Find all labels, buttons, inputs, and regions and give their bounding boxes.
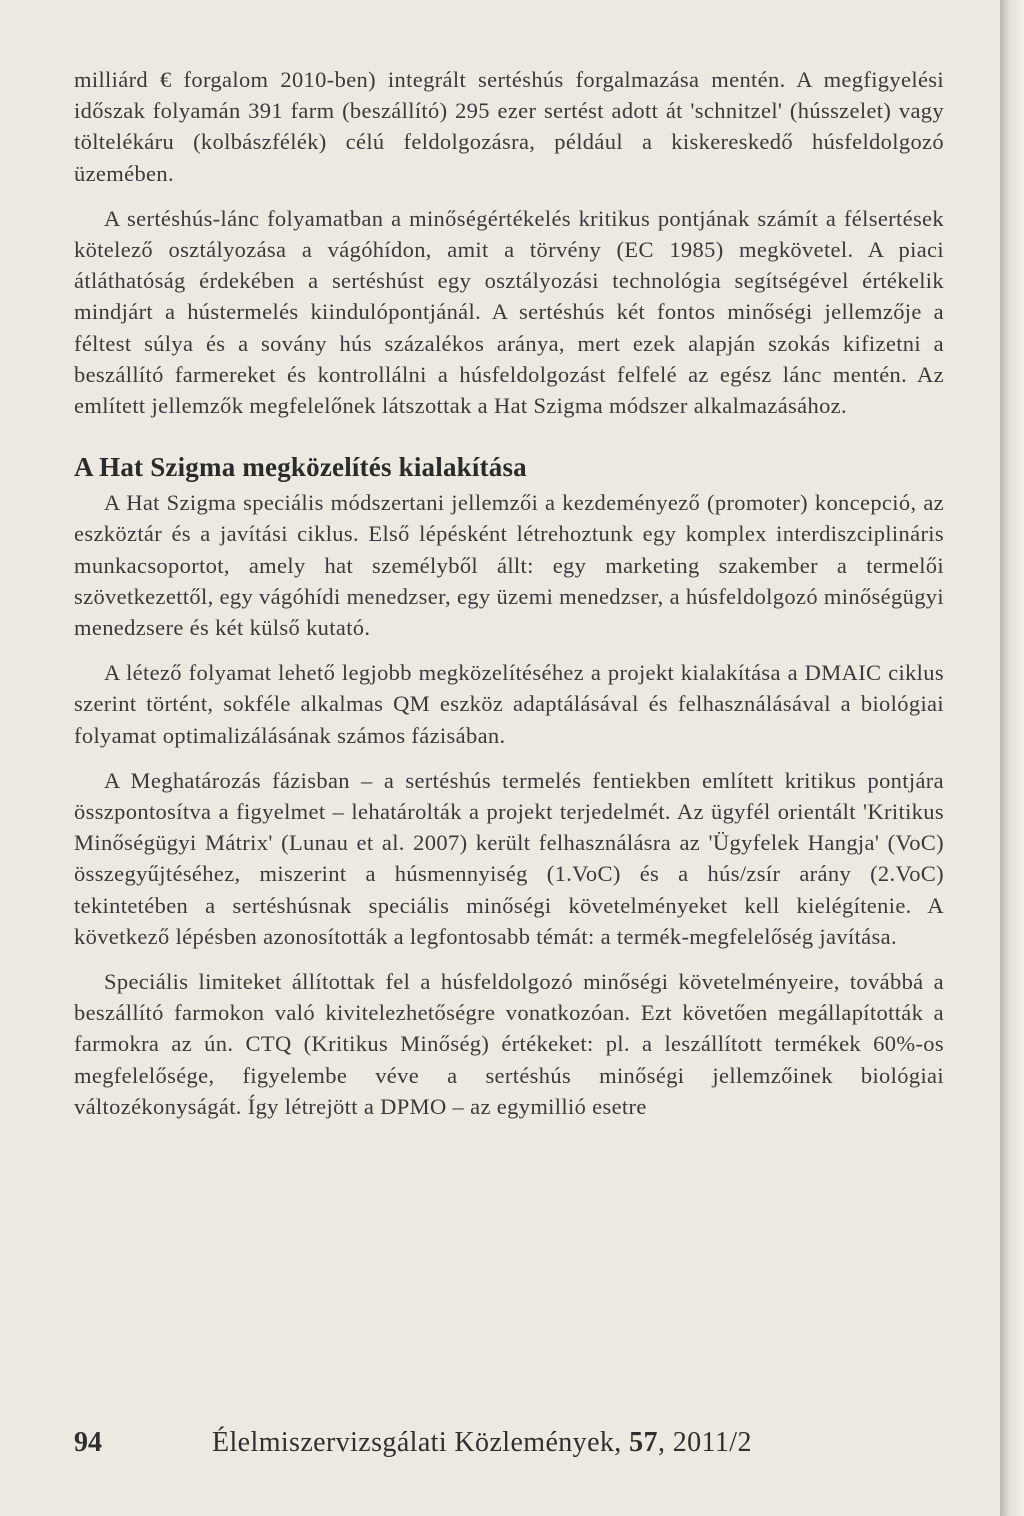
paragraph-5: A Meghatározás fázisban – a sertéshús termelés fentiekben említett kritikus pontjára összpontosítva a figyelmet – lehatárolták a projekt terjedelmét. Az ügyfél orientált 'Kritikus Minőségügyi Mátrix' (Lunau et al. 2007) került felhasználásra az 'Ügyfelek Hangja' (VoC) összegyűjtéséhez, miszerint a húsmennyiség (1.VoC) és a hús/zsír arány (2.VoC) tekintetében a sertéshúsnak speciális minőségi követelményeket kell kielégítenie. A következő lépésben azonosították a legfontosabb témát: a termék-megfelelőség javítása. (74, 767, 944, 949)
journal-name: Élelmiszervizsgálati Közlemények, (212, 1427, 630, 1458)
page-footer (74, 1427, 944, 1467)
journal-volume: 57 (629, 1427, 658, 1458)
section-heading: A Hat Szigma megközelítés kialakítása (74, 452, 527, 483)
page-number: 94 (74, 1427, 102, 1458)
journal-issue: , 2011/2 (657, 1427, 752, 1458)
journal-citation (212, 1427, 752, 1459)
page-edge (1000, 0, 1024, 1516)
paragraph-1: milliárd € forgalom 2010-ben) integrált sertéshús forgalmazása mentén. A megfigyelési időszak folyamán 391 farm (beszállító) 295 ezer sertést adott át 'schnitzel' (hússzelet) vagy töltelékáru (kolbászfélék) célú feldolgozásra, például a kiskereskedő húsfeldolgozó üzemében. (74, 67, 944, 186)
paragraph-4: A létező folyamat lehető legjobb megközelítéséhez a projekt kialakítása a DMAIC ciklus szerint történt, sokféle alkalmas QM eszköz adaptálásával és felhasználásával a biológiai folyamat optimalizálásának számos fázisában. (74, 660, 944, 748)
paragraph-3: A Hat Szigma speciális módszertani jellemzői a kezdeményező (promoter) koncepció, az eszköztár és a javítási ciklus. Első lépésként létrehoztunk egy komplex interdiszciplináris munkacsoportot, amely hat személyből állt: egy marketing szakember a termelői szövetkezettől, egy vágóhídi menedzser, egy üzemi menedzser, a húsfeldolgozó minőségügyi menedzsere és két külső kutató. (74, 490, 944, 641)
paragraph-2: A sertéshús-lánc folyamatban a minőségértékelés kritikus pontjának számít a félsertések kötelező osztályozása a vágóhídon, amit a törvény (EC 1985) megkövetel. A piaci átláthatóság érdekében a sertéshúst egy osztályozási technológia segítségével értékelik mindjárt a hústermelés kiindulópontjánál. A sertéshús két fontos minőségi jellemzője a féltest súlya és a sovány hús százalékos aránya, mert ezek alapján szokás kifizetni a beszállító farmereket és kontrollálni a húsfeldolgozást felfelé az egész lánc mentén. Az említett jellemzők megfelelőnek látszottak a Hat Szigma módszer alkalmazásához. (74, 205, 944, 419)
paragraph-6: Speciális limiteket állítottak fel a húsfeldolgozó minőségi követelményeire, továbbá a beszállító farmokon való kivitelezhetőségre vonatkozóan. Ezt követően megállapították a farmokra az ún. CTQ (Kritikus Minőség) értékeket: pl. a leszállított termékek 60%-os megfelelősége, figyelembe véve a sertéshús minőségi jellemzőinek biológiai változékonyságát. Így létrejött a DPMO – az egymillió esetre (74, 969, 944, 1119)
page-content (74, 64, 944, 1136)
